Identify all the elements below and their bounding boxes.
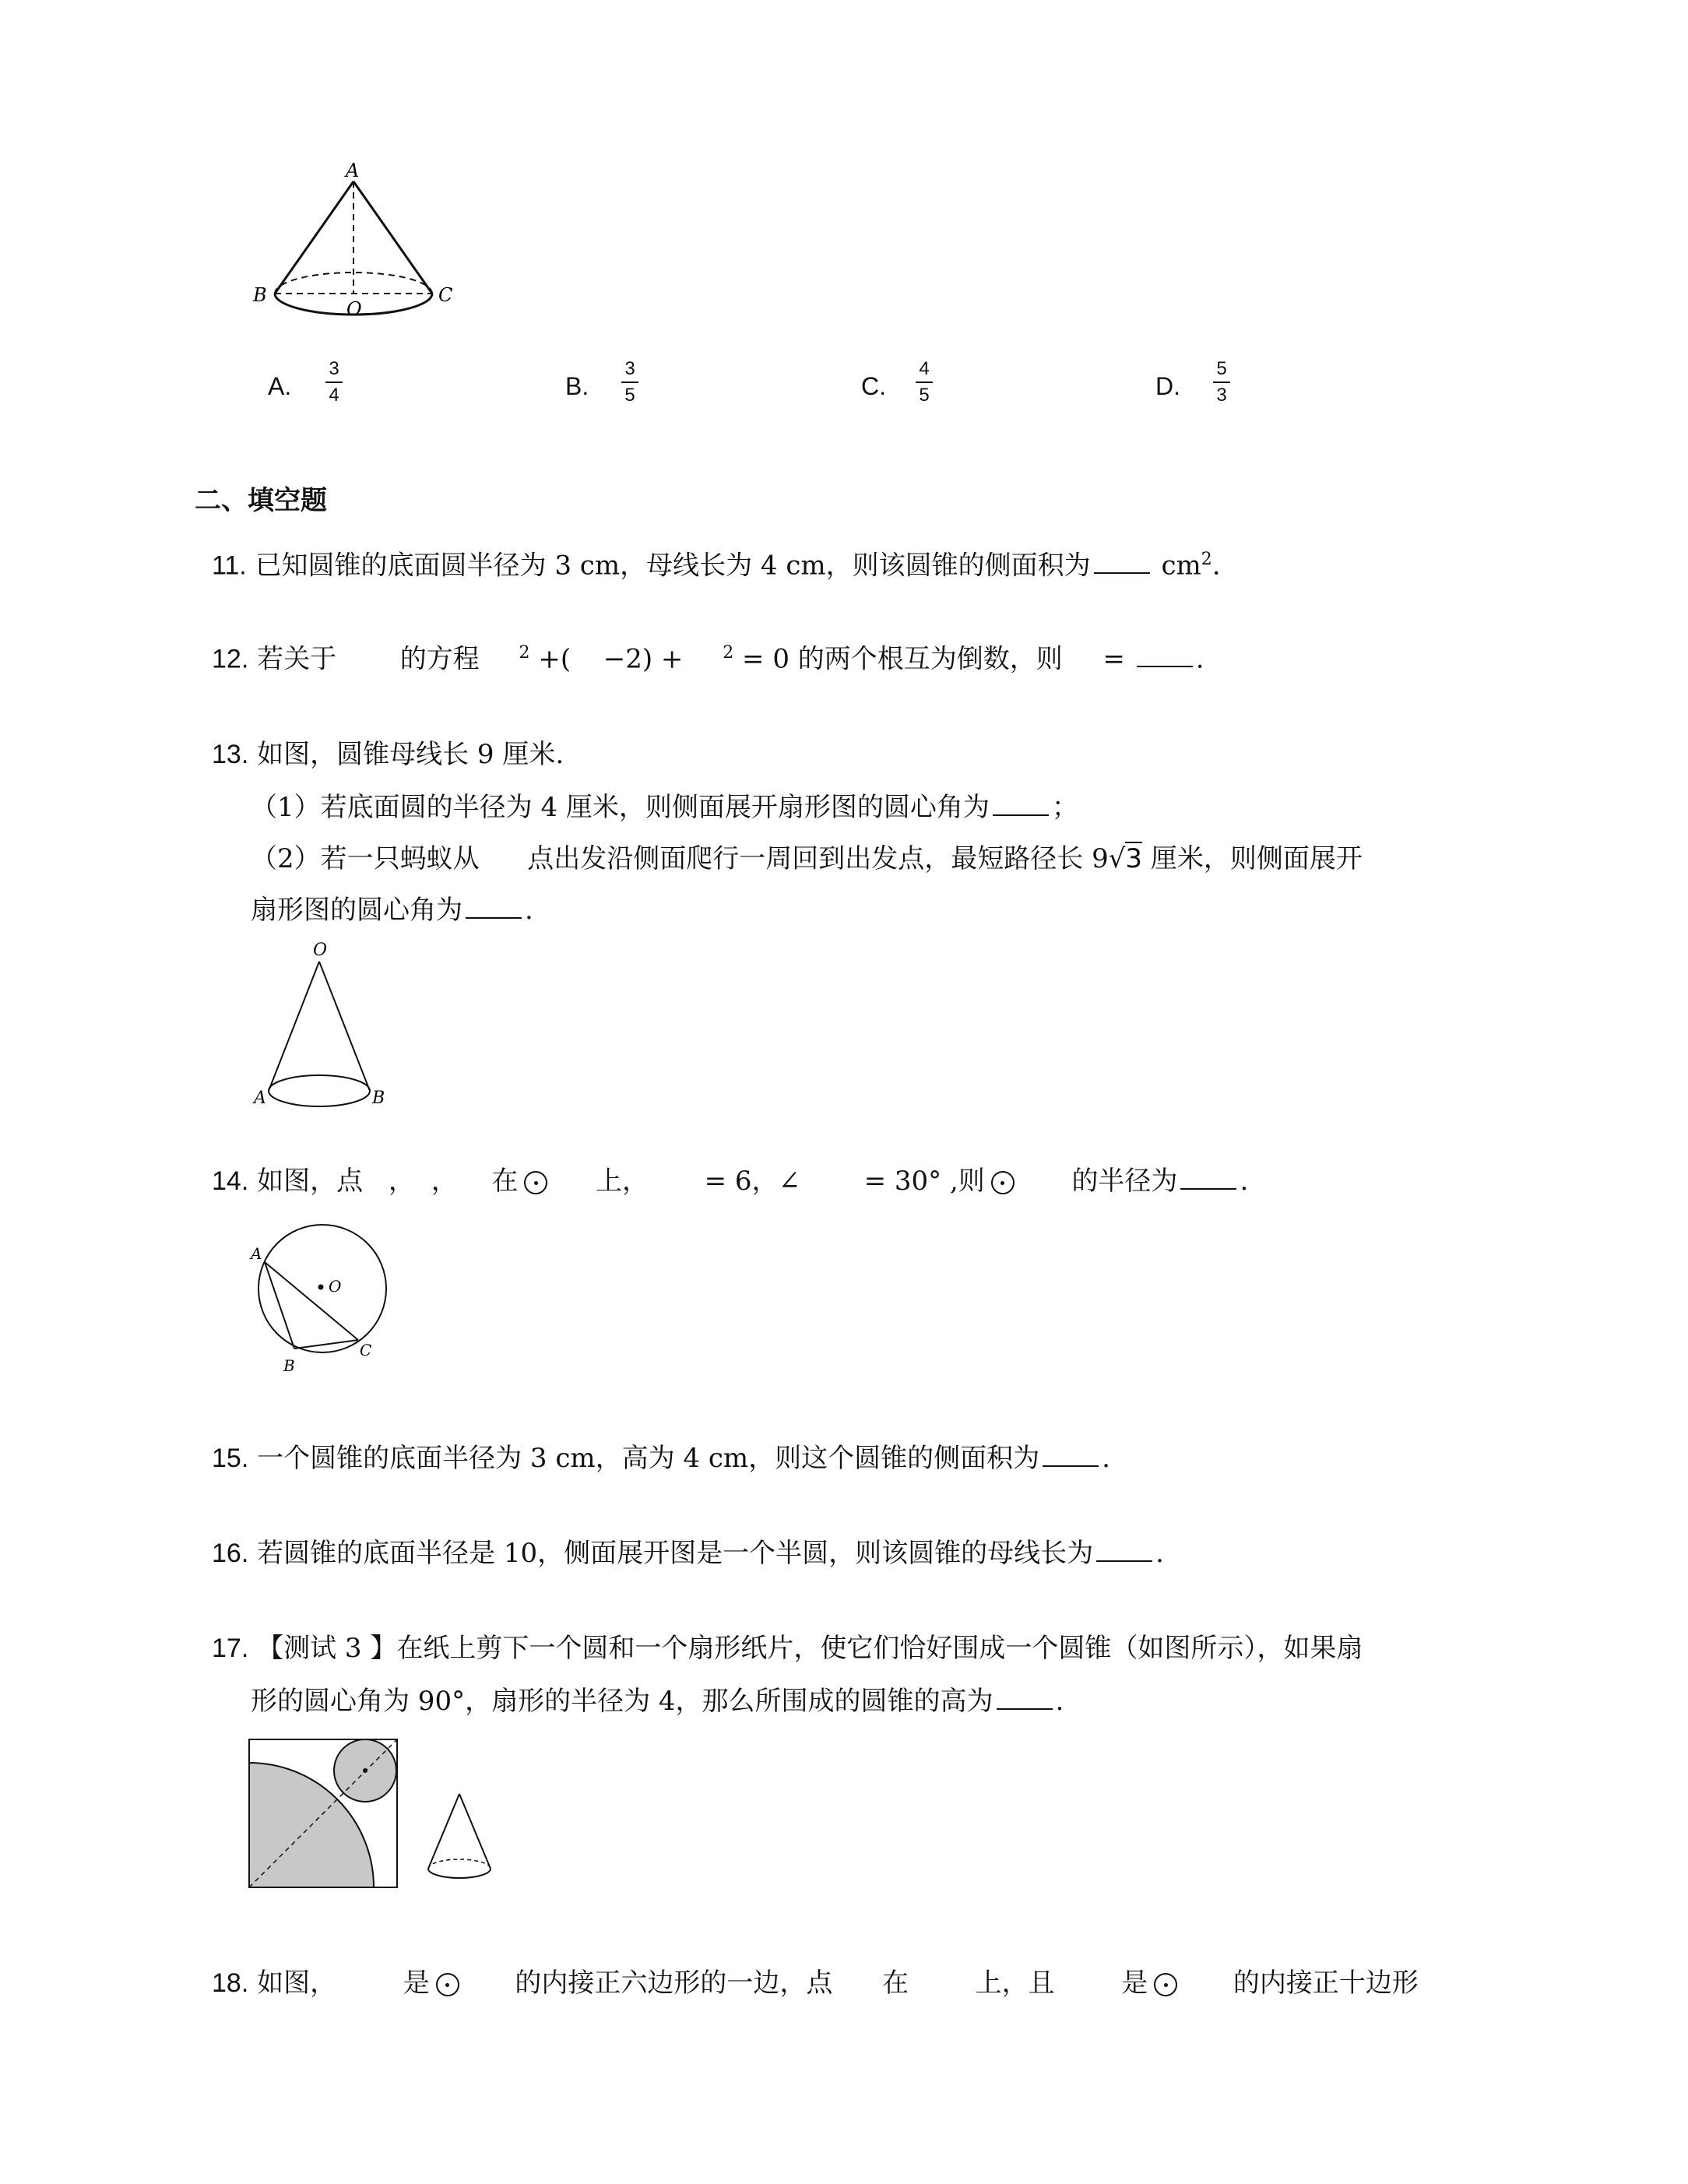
question-17-line2 xyxy=(251,1686,1064,1717)
question-14 xyxy=(212,1166,1249,1197)
q14-blank[interactable] xyxy=(1180,1168,1236,1190)
q11-number: 11. xyxy=(212,550,247,581)
circle-figure-q14 xyxy=(249,1219,397,1386)
q15-end: . xyxy=(1102,1443,1110,1474)
q14-e: = 30° xyxy=(863,1166,942,1197)
option-a-num: 3 xyxy=(329,358,339,379)
mini-cone-left xyxy=(428,1794,459,1869)
label-b: B xyxy=(283,1356,295,1375)
label-a: A xyxy=(251,1244,262,1263)
q16-text: 若圆锥的底面半径是 10，侧面展开图是一个半圆，则该圆锥的母线长为 xyxy=(257,1538,1094,1569)
q12-number: 12. xyxy=(212,644,249,674)
label-b: B xyxy=(372,1088,385,1108)
q18-g: 的内接正十边形 xyxy=(1233,1968,1419,1999)
q14-comma2: ， xyxy=(431,1166,458,1197)
center-point xyxy=(318,1285,324,1290)
q13-sqrt-value: 3 xyxy=(1125,843,1143,874)
q12-end: . xyxy=(1195,643,1204,675)
circle-dot-icon xyxy=(524,1171,547,1194)
cone-right-edge xyxy=(319,962,370,1091)
q18-b: 是 xyxy=(403,1968,430,1999)
q14-comma1: ， xyxy=(388,1166,415,1197)
cone-base xyxy=(269,1075,370,1106)
q13-sqrt: √3 xyxy=(1108,843,1143,874)
question-15 xyxy=(212,1445,1110,1472)
cone-figure-q13 xyxy=(249,938,397,1113)
option-d-label[interactable]: D. xyxy=(1155,372,1180,400)
q17-line1: 【测试 3 】在纸上剪下一个圆和一个扇形纸片，使它们恰好围成一个圆锥（如图所示），如果扇 xyxy=(257,1633,1363,1664)
q12-c: +( xyxy=(538,643,571,675)
q13-line2-end: ； xyxy=(1051,792,1078,823)
option-b-label[interactable]: B. xyxy=(565,372,589,400)
q12-e: + xyxy=(660,643,684,675)
q16-number: 16. xyxy=(212,1539,249,1568)
q18-f: 是 xyxy=(1121,1968,1148,1999)
option-a-fraction xyxy=(321,360,347,405)
mini-cone-right xyxy=(459,1794,491,1869)
mini-cone-base-front xyxy=(428,1869,491,1878)
option-b-num: 3 xyxy=(624,358,635,379)
q14-number: 14. xyxy=(212,1166,249,1196)
question-13-line3 xyxy=(251,843,1363,874)
option-d-fraction xyxy=(1208,360,1235,405)
q17-number: 17. xyxy=(212,1634,249,1663)
q16-blank[interactable] xyxy=(1096,1540,1152,1562)
q13-line1: 如图，圆锥母线长 9 厘米. xyxy=(257,739,564,770)
option-c-num: 4 xyxy=(919,358,930,379)
circle-dot-icon xyxy=(436,1973,459,1996)
option-b-den: 5 xyxy=(624,385,635,406)
label-c: C xyxy=(360,1341,372,1359)
q11-text: 已知圆锥的底面圆半径为 3 cm，母线长为 4 cm，则该圆锥的侧面积为 xyxy=(255,550,1091,582)
option-c-den: 5 xyxy=(919,385,930,406)
q18-e: 上，且 xyxy=(975,1968,1055,1999)
question-12 xyxy=(212,643,1204,675)
q14-a: 如图，点 xyxy=(257,1166,364,1197)
option-a-den: 4 xyxy=(329,385,339,406)
q18-a: 如图， xyxy=(257,1968,337,1999)
q11-sup: 2 xyxy=(1201,550,1212,569)
option-c-fraction xyxy=(911,360,937,405)
question-18 xyxy=(212,1968,1419,1999)
circle-dot-icon xyxy=(991,1171,1015,1194)
question-13-line1 xyxy=(212,741,564,768)
option-b-fraction xyxy=(617,360,643,405)
q13-number: 13. xyxy=(212,740,249,769)
q12-a: 若关于 xyxy=(257,643,337,675)
label-b: B xyxy=(253,284,267,306)
label-a: A xyxy=(346,160,360,181)
option-d-num: 5 xyxy=(1216,358,1227,379)
section-title: 二、填空题 xyxy=(195,485,327,516)
q13-line2: （1）若底面圆的半径为 4 厘米，则侧面展开扇形图的圆心角为 xyxy=(251,792,990,823)
label-o: O xyxy=(313,941,328,960)
small-circle-center xyxy=(363,1768,367,1773)
q12-g: 的两个根互为倒数，则 xyxy=(797,643,1063,675)
q18-d: 在 xyxy=(881,1968,909,1999)
q13-line4: 扇形图的圆心角为 xyxy=(251,895,462,926)
q18-c: 的内接正六边形的一边，点 xyxy=(515,1968,833,1999)
q14-end: . xyxy=(1240,1166,1249,1197)
option-d-den: 3 xyxy=(1216,385,1227,406)
question-13-line4 xyxy=(251,895,533,926)
question-16 xyxy=(212,1540,1164,1567)
q13-line4-end: . xyxy=(525,895,533,926)
option-c-label[interactable]: C. xyxy=(861,372,886,400)
label-o: O xyxy=(329,1277,342,1296)
q15-text: 一个圆锥的底面半径为 3 cm，高为 4 cm，则这个圆锥的侧面积为 xyxy=(257,1443,1040,1474)
q12-sup1: 2 xyxy=(519,643,530,663)
q11-unit: cm xyxy=(1161,550,1201,582)
q15-blank[interactable] xyxy=(1043,1445,1099,1467)
question-13-line2 xyxy=(251,794,1078,821)
q14-d: = 6，∠ xyxy=(704,1166,800,1197)
q13-line3a: （2）若一只蚂蚁从 xyxy=(251,843,480,874)
label-c: C xyxy=(438,284,453,306)
q17-line2: 形的圆心角为 90°，扇形的半径为 4，那么所围成的圆锥的高为 xyxy=(251,1686,993,1717)
sector-cone-figure-q17 xyxy=(248,1735,505,1890)
question-17-line1 xyxy=(212,1635,1363,1662)
q17-blank[interactable] xyxy=(997,1688,1053,1710)
q16-end: . xyxy=(1155,1538,1164,1569)
q12-blank[interactable] xyxy=(1137,645,1193,667)
q18-number: 18. xyxy=(212,1968,249,1998)
q13-blank-1[interactable] xyxy=(993,794,1049,816)
q13-line3c: 厘米，则侧面展开 xyxy=(1150,843,1363,874)
cone-left-edge xyxy=(275,181,353,294)
q14-c: 上， xyxy=(595,1166,649,1197)
q12-sup2: 2 xyxy=(723,643,734,663)
q14-g: 的半径为 xyxy=(1071,1166,1178,1197)
cone-left-edge xyxy=(269,962,319,1091)
q15-number: 15. xyxy=(212,1444,249,1473)
q11-end: . xyxy=(1211,550,1221,582)
q12-h: = xyxy=(1102,643,1125,675)
label-o: O xyxy=(346,298,362,320)
option-a-label[interactable]: A. xyxy=(268,372,292,400)
q17-end: . xyxy=(1055,1686,1064,1717)
q13-blank-2[interactable] xyxy=(466,897,522,919)
cone-figure-q10 xyxy=(249,160,467,323)
cone-right-edge xyxy=(353,181,432,294)
label-a: A xyxy=(254,1088,266,1108)
mini-cone-base-back xyxy=(428,1859,491,1869)
circle-dot-icon xyxy=(1154,1973,1177,1996)
q13-line3b: 点出发沿侧面爬行一周回到出发点，最短路径长 9 xyxy=(527,843,1109,874)
q12-d: −2) xyxy=(603,643,653,675)
q14-f: ,则 xyxy=(950,1166,985,1197)
question-11 xyxy=(212,550,1221,582)
q12-f: = 0 xyxy=(742,643,789,675)
q12-b: 的方程 xyxy=(399,643,480,675)
q14-b: 在 xyxy=(491,1166,519,1197)
q11-blank[interactable] xyxy=(1094,552,1150,574)
